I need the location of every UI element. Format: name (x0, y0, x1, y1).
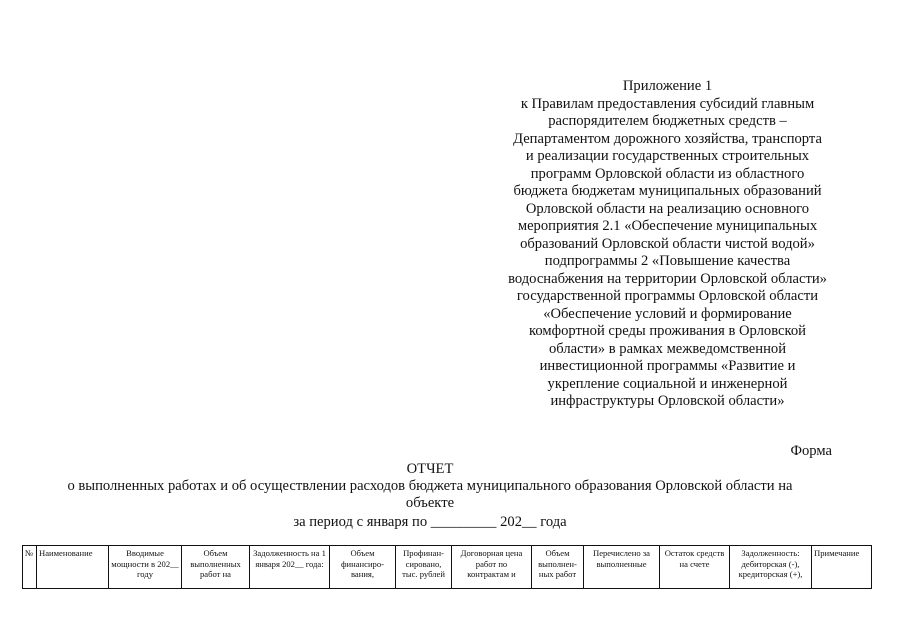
appendix-line: к Правилам предоставления субсидий главным (520, 95, 815, 112)
col-header-financed: Профинан-сировано, тыс. рублей (396, 546, 452, 589)
report-subtitle-line: объекте (405, 495, 455, 511)
report-title: ОТЧЕТ (406, 461, 454, 477)
appendix-line: государственной программы Орловской области (516, 288, 819, 304)
col-header-funding-volume: Объем финансиро-вания, (330, 546, 396, 589)
appendix-line: распорядителем бюджетных средств – (548, 113, 787, 129)
appendix-line: инвестиционной программы «Развитие и (539, 358, 796, 374)
appendix-line: программ Орловской области из областного (530, 165, 805, 182)
appendix-line: Департаментом дорожного хозяйства, транспорта (513, 130, 822, 147)
col-header-debt-jan: Задолженность на 1 января 202__ года: (250, 546, 330, 589)
report-period: за период с января по _________ 202__ года (293, 514, 567, 530)
col-header-name: Наименование (37, 546, 109, 589)
col-header-capacity: Вводимые мощности в 202__ году (109, 546, 182, 589)
appendix-line: бюджета бюджетам муниципальных образований (513, 183, 822, 199)
report-subtitle (30, 478, 830, 512)
appendix-line: подпрограммы 2 «Повышение качества (544, 253, 791, 269)
appendix-line: мероприятия 2.1 «Обеспечение муниципальных (517, 218, 818, 234)
appendix-line: Орловской области на реализацию основного (525, 200, 810, 217)
appendix-line: и реализации государственных строительных (525, 148, 810, 164)
col-header-note: Примечание (812, 546, 872, 589)
appendix-line: Приложение 1 (622, 78, 713, 94)
report-table (22, 545, 872, 589)
col-header-debt: Задолженность: дебиторская (-), кредиторская (+), (730, 546, 812, 589)
appendix-line: комфортной среды проживания в Орловской (529, 323, 806, 339)
col-header-work-volume: Объем выполненных работ на (182, 546, 250, 589)
col-header-balance: Остаток средств на счете (660, 546, 730, 589)
appendix-line: области» в рамках межведомственной (549, 340, 786, 357)
appendix-line: инфраструктуры Орловской области» (550, 393, 785, 409)
col-header-contract-price: Договорная цена работ по контрактам и (452, 546, 532, 589)
report-subtitle-line: о выполненных работах и об осуществлении расходов бюджета муниципального образования Орловской области на (67, 478, 793, 494)
col-header-completed-work: Объем выполнен-ных работ (532, 546, 584, 589)
col-header-number: № (23, 546, 37, 589)
appendix-line: укрепление социальной и инженерной (547, 375, 788, 392)
appendix-line: «Обеспечение условий и формирование (543, 305, 792, 322)
form-label: Форма (790, 443, 832, 459)
appendix-block (490, 78, 845, 411)
table-header-row (23, 546, 872, 589)
appendix-line: водоснабжения на территории Орловской области» (508, 270, 827, 287)
appendix-line: образований Орловской области чистой водой» (520, 235, 815, 252)
col-header-transferred: Перечислено за выполненные (584, 546, 660, 589)
